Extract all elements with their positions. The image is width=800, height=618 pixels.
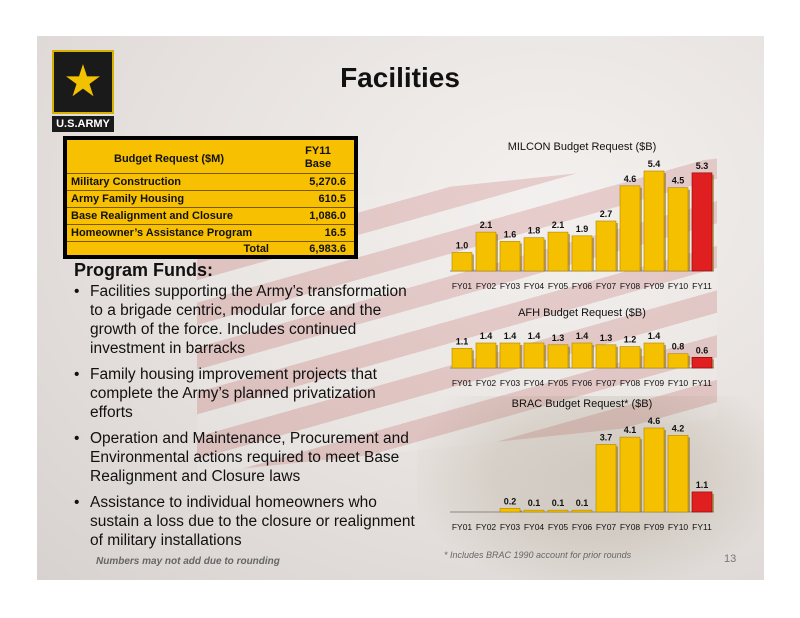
data-label: 0.1 [527,498,541,509]
divider [67,190,354,191]
budget-total-label: Total [243,243,269,255]
bar [548,345,568,368]
tick-label: FY03 [499,378,521,388]
divider [67,224,354,225]
bar [500,508,520,512]
data-label: 0.2 [503,496,517,507]
divider [67,207,354,208]
tick-label: FY06 [571,378,593,388]
tick-label: FY10 [667,378,689,388]
list-item: • Operation and Maintenance, Procurement and Environmental actions required to meet Base Realignment and Closure laws [72,429,422,486]
tick-label: FY02 [475,522,497,532]
bar [452,252,472,271]
data-label: 1.1 [695,479,709,490]
bar [548,232,568,271]
divider [67,241,354,242]
bar [692,357,712,368]
budget-row-label: Homeowner’s Assistance Program [71,227,253,239]
data-label: 4.6 [623,173,637,184]
tick-label: FY04 [523,522,545,532]
data-label: 5.3 [695,160,709,171]
logo-text: U.S.ARMY [52,116,114,132]
bar [500,343,520,368]
data-label: 4.2 [671,423,685,434]
data-label: 1.8 [527,225,541,236]
tick-label: FY08 [619,281,641,291]
milcon-chart [445,155,720,295]
budget-row-value: 1,086.0 [309,210,346,222]
data-label: 3.7 [599,432,613,443]
data-label: 1.4 [479,331,493,341]
tick-label: FY09 [643,281,665,291]
tick-label: FY07 [595,281,617,291]
data-label: 1.0 [455,240,469,251]
afh-chart-title: AFH Budget Request ($B) [518,307,646,319]
tick-label: FY04 [523,378,545,388]
budget-header-fy: FY11 [305,145,331,157]
budget-header-label: Budget Request ($M) [114,153,224,165]
tick-label: FY11 [692,522,712,532]
data-label: 0.1 [575,498,589,509]
data-label: 1.4 [527,331,541,341]
tick-label: FY01 [451,378,473,388]
tick-label: FY05 [547,378,569,388]
data-label: 1.4 [647,331,661,341]
budget-header-base: Base [304,158,332,170]
data-label: 4.5 [671,175,685,186]
tick-label: FY10 [667,522,689,532]
tick-label: FY07 [595,522,617,532]
data-label: 0.1 [551,498,565,509]
data-label: 1.6 [503,229,517,240]
data-label: 0.6 [695,345,709,356]
tick-label: FY02 [475,281,497,291]
brac-chart [445,410,720,535]
data-label: 5.4 [647,159,661,169]
divider [67,173,354,174]
bar [620,347,640,368]
data-label: 0.8 [671,341,685,352]
bar [668,354,688,368]
tick-label: FY08 [619,378,641,388]
program-funds-title: Program Funds: [74,260,214,280]
tick-label: FY11 [692,281,712,291]
bar [452,348,472,368]
bar [572,236,592,271]
bar [572,510,592,512]
budget-row-value: 5,270.6 [309,176,346,188]
tick-label: FY01 [451,281,473,291]
bar [668,188,688,271]
page-title: Facilities [340,62,460,93]
data-label: 4.1 [623,425,637,436]
list-item: • Facilities supporting the Army’s transformation to a brigade centric, modular force and the growth of the force. Includes continued investment in barracks [72,282,422,358]
data-label: 1.9 [575,223,589,234]
bar [644,343,664,368]
tick-label: FY05 [547,281,569,291]
bar [596,221,616,271]
list-item: • Assistance to individual homeowners who sustain a loss due to the closure or realignment of military installations [72,493,422,550]
tick-label: FY08 [619,522,641,532]
data-label: 2.1 [479,220,493,231]
tick-label: FY06 [571,522,593,532]
list-item: • Family housing improvement projects that complete the Army’s planned privatization efforts [72,365,422,422]
tick-label: FY06 [571,281,593,291]
bar [572,343,592,368]
budget-row-value: 610.5 [318,193,346,205]
bar [692,492,712,512]
bar [644,171,664,271]
data-label: 1.1 [455,336,469,347]
program-funds-list [72,282,422,557]
milcon-chart-title: MILCON Budget Request ($B) [507,141,657,153]
tick-label: FY09 [643,522,665,532]
bar [500,241,520,271]
tick-label: FY07 [595,378,617,388]
data-label: 4.6 [647,416,661,426]
data-label: 2.1 [551,220,565,231]
footnote-left: Numbers may not add due to rounding [96,556,280,567]
bar [596,444,616,512]
budget-row-label: Army Family Housing [71,193,185,205]
tick-label: FY01 [451,522,473,532]
budget-row-value: 16.5 [324,227,346,239]
tick-label: FY02 [475,378,497,388]
bar [476,232,496,271]
tick-label: FY10 [667,281,689,291]
bar [668,435,688,512]
budget-row-label: Military Construction [71,176,182,188]
tick-label: FY09 [643,378,665,388]
afh-chart [445,320,720,390]
bar [620,437,640,512]
bar [524,510,544,512]
budget-table [63,136,358,259]
bar [596,345,616,368]
data-label: 1.4 [503,331,517,341]
tick-label: FY03 [499,281,521,291]
star-icon: ★ [63,57,103,106]
data-label: 1.3 [599,332,613,343]
bar [524,238,544,271]
page-number: 13 [724,553,737,565]
bar [476,343,496,368]
tick-label: FY03 [499,522,521,532]
data-label: 1.3 [551,332,565,343]
bar [524,343,544,368]
data-label: 1.4 [575,331,589,341]
footnote-right: * Includes BRAC 1990 account for prior rounds [444,550,632,560]
tick-label: FY11 [692,378,712,388]
tick-label: FY05 [547,522,569,532]
bar [644,428,664,512]
bar [548,510,568,512]
budget-row-label: Base Realignment and Closure [71,210,233,222]
bar [620,186,640,271]
data-label: 1.2 [623,334,637,345]
brac-chart-title: BRAC Budget Request* ($B) [511,398,653,410]
data-label: 2.7 [599,209,613,219]
bar [692,173,712,271]
budget-total-value: 6,983.6 [309,243,346,255]
tick-label: FY04 [523,281,545,291]
